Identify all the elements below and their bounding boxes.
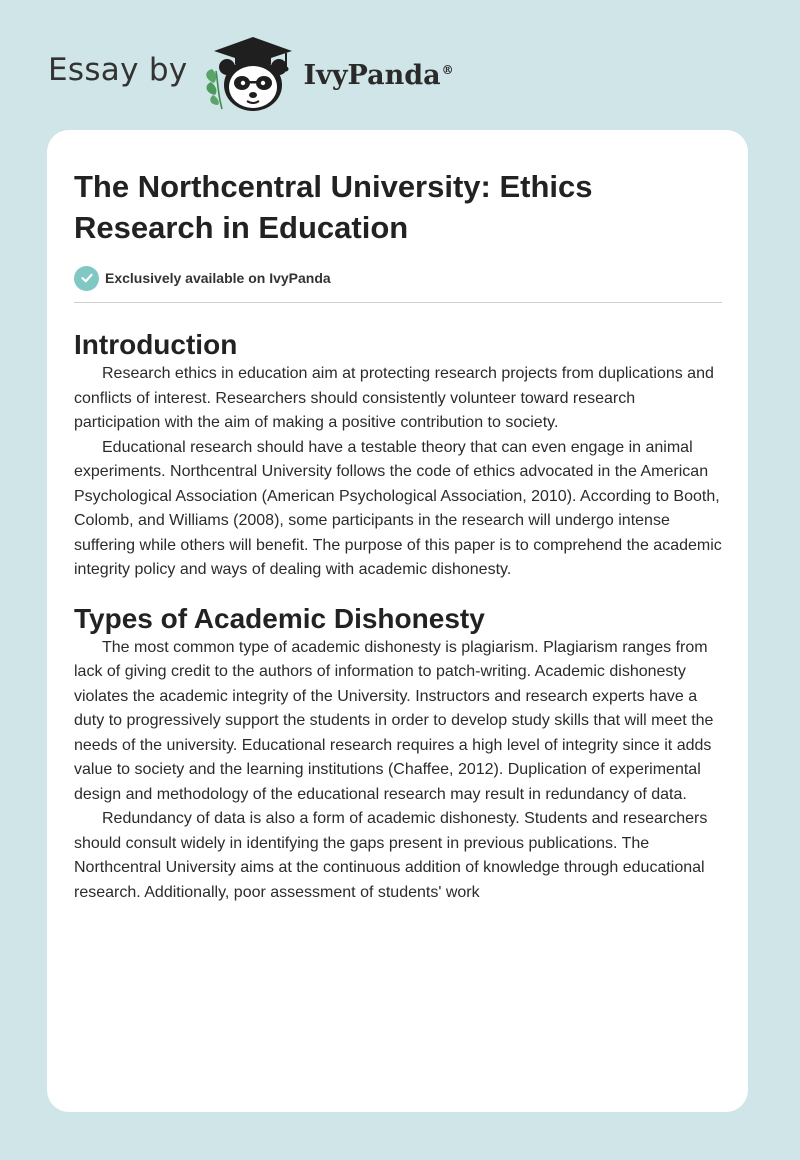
article-card	[47, 130, 748, 1112]
panda-graduation-cap-icon	[202, 31, 300, 115]
exclusive-badge	[74, 265, 722, 291]
paragraph: Redundancy of data is also a form of academic dishonesty. Students and researchers should consult widely in identifying the gaps present in previous publications. The Northcentral University aims at the continuous addition of knowledge through educational research. Additionally, poor assessment of students' work	[74, 810, 708, 901]
ivy-leaf-icon	[206, 69, 222, 109]
divider	[74, 302, 722, 303]
paragraph: The most common type of academic dishonesty is plagiarism. Plagiarism ranges from lack of giving credit to the authors of information to patch-writing. Academic dishonesty violates the academic integrity of the University. Instructors and research experts have a duty to progressively support the students in order to develop study skills that will meet the needs of the university. Educational research requires a high level of integrity since it adds value to society and the learning institutions (Chaffee, 2012). Duplication of experimental design and methodology of the educational research may result in redundancy of data.	[74, 638, 714, 803]
brand-header	[48, 28, 454, 118]
brand-name: IvyPanda®	[303, 59, 454, 91]
paragraph: Research ethics in education aim at protecting research projects from duplications and conflicts of interest. Researchers should consistently volunteer toward research participation with the aim of making a positive contribution to society.	[74, 365, 714, 431]
section-heading-types-of-academic-dishonesty: Types of Academic Dishonesty	[74, 602, 485, 634]
article-title: The Northcentral University: Ethics Research in Education	[74, 169, 593, 245]
brand-prefix: Essay by	[48, 52, 188, 88]
check-icon	[74, 266, 99, 291]
exclusive-label: Exclusively available on IvyPanda	[105, 270, 331, 286]
section-heading-introduction: Introduction	[74, 329, 238, 360]
paragraph: Educational research should have a testable theory that can even engage in animal experiments. Northcentral University follows the code of ethics advocated in the American Psychological Association (American Psychological Association, 2010). According to Booth, Colomb, and Williams (2008), some participants in the research will undergo intense suffering while others will benefit. The purpose of this paper is to comprehend the academic integrity policy and ways of dealing with academic dishonesty.	[74, 438, 722, 578]
registered-mark: ®	[441, 62, 454, 77]
